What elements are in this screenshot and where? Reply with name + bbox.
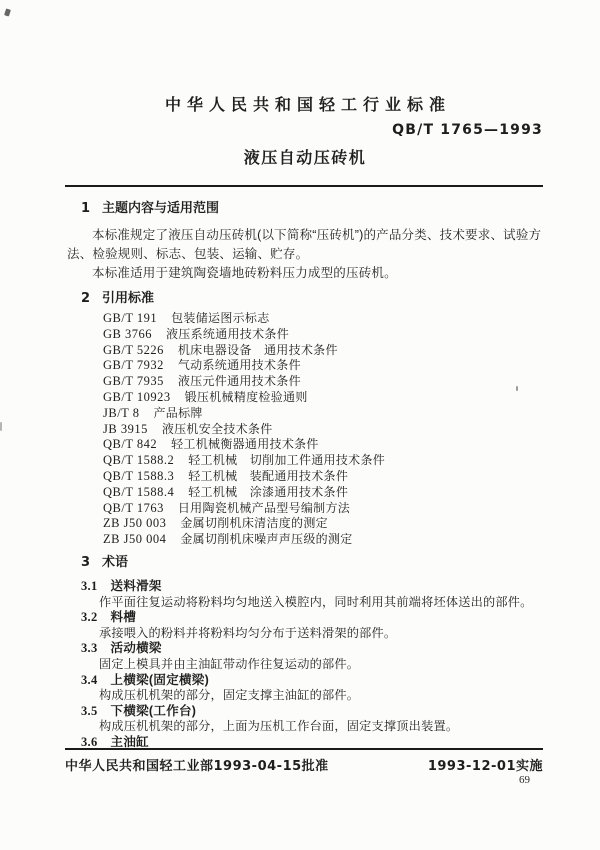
standard-ref-code: GB 3766	[103, 326, 152, 341]
standard-ref-title: 轻工机械 涂漆通用技术条件	[188, 484, 349, 499]
standard-reference	[103, 532, 543, 548]
referenced-standards-list	[67, 311, 543, 548]
term-heading	[67, 579, 543, 595]
page-footer	[65, 748, 543, 774]
standard-ref-title: 金属切削机床清洁度的测定	[180, 516, 328, 531]
standard-reference	[103, 422, 543, 438]
term-name: 上横梁(固定横梁)	[110, 672, 210, 687]
standard-ref-code: GB/T 7932	[103, 358, 164, 373]
standard-ref-code: GB/T 10923	[103, 389, 171, 404]
standard-ref-code: ZB J50 003	[103, 516, 167, 531]
scan-artifact	[4, 8, 11, 16]
terminology-list	[67, 579, 543, 751]
standard-ref-title: 日用陶瓷机械产品型号编制方法	[177, 500, 351, 515]
standard-ref-code: GB/T 7935	[103, 374, 164, 389]
standard-ref-code: QB/T 1588.2	[103, 453, 175, 468]
standard-reference	[103, 327, 543, 343]
standard-reference	[103, 453, 543, 469]
standard-ref-title: 液压元件通用技术条件	[177, 374, 301, 389]
standard-ref-title: 液压机安全技术条件	[161, 421, 273, 436]
term-number: 3.3	[81, 641, 98, 656]
standard-ref-title: 轻工机械 切削加工件通用技术条件	[188, 453, 386, 468]
term-heading	[67, 641, 543, 657]
standard-ref-code: GB/T 191	[103, 311, 158, 325]
term-definition: 固定上模具并由主油缸带动作往复运动的部件。	[99, 656, 360, 671]
standard-ref-code: QB/T 842	[103, 437, 158, 452]
standard-reference	[103, 501, 543, 517]
standard-reference	[103, 374, 543, 390]
standard-ref-code: QB/T 1588.4	[103, 484, 175, 499]
term-name: 活动横梁	[110, 641, 162, 656]
section-1-title: 主题内容与适用范围	[102, 200, 220, 215]
standard-ref-title: 产品标牌	[153, 405, 203, 420]
term-heading	[67, 610, 543, 626]
section-1-heading	[67, 200, 543, 217]
standard-reference	[103, 437, 543, 453]
document-title: 液压自动压砖机	[243, 150, 367, 167]
term-name: 料槽	[110, 610, 137, 625]
standard-reference	[103, 343, 543, 359]
section-3-title: 术语	[102, 553, 129, 569]
term-definition: 构成压机机架的部分，固定支撑主油缸的部件。	[99, 688, 360, 703]
term-definition: 构成压机机架的部分，上面为压机工作台面，固定支撑顶出装置。	[99, 719, 459, 734]
term-name: 主油缸	[110, 734, 149, 749]
standard-ref-code: QB/T 1588.3	[103, 468, 175, 483]
section-3-number: 3	[81, 554, 91, 570]
section-3-heading	[67, 554, 543, 571]
term-name: 送料滑架	[110, 578, 162, 593]
standard-reference	[103, 390, 543, 406]
standard-ref-title: 包装储运图示标志	[171, 311, 270, 325]
standard-reference	[103, 311, 543, 327]
term-name: 下横梁(工作台)	[110, 703, 197, 718]
standard-ref-code: JB/T 8	[103, 405, 140, 420]
standard-reference	[103, 485, 543, 501]
standard-ref-title: 气动系统通用技术条件	[177, 358, 301, 373]
term-definition: 作平面往复运动将粉料均匀地送入模腔内，同时利用其前端将坯体送出的部件。	[99, 594, 533, 609]
standard-ref-title: 机床电器设备 通用技术条件	[177, 342, 338, 357]
section-1-number: 1	[81, 201, 91, 216]
scan-artifact	[0, 422, 2, 431]
standard-ref-title: 金属切削机床噪声声压级的测定	[180, 532, 353, 547]
page-number: 69	[519, 774, 530, 786]
section-2-title: 引用标准	[102, 290, 155, 305]
standard-ref-title: 液压系统通用技术条件	[166, 326, 290, 341]
section-1-paragraph-2: 本标准适用于建筑陶瓷墙地砖粉料压力成型的压砖机。	[92, 266, 397, 280]
standard-ref-title: 轻工机械 装配通用技术条件	[188, 468, 349, 483]
standard-reference	[103, 358, 543, 374]
term-heading	[67, 673, 543, 689]
term-heading	[67, 704, 543, 720]
term-definition: 承接喂入的粉料并将粉料均匀分布于送料滑架的部件。	[99, 625, 397, 640]
term-number: 3.4	[81, 672, 98, 687]
standard-org-title: 中华人民共和国轻工行业标准	[164, 97, 451, 114]
section-2-heading	[67, 290, 543, 307]
scan-artifact	[516, 386, 518, 391]
standard-reference	[103, 516, 543, 532]
standard-reference	[103, 469, 543, 485]
standard-ref-code: ZB J50 004	[103, 532, 167, 547]
standard-code: QB/T 1765—1993	[392, 122, 543, 138]
term-number: 3.6	[81, 734, 98, 749]
standard-ref-code: QB/T 1763	[103, 500, 164, 515]
section-2-number: 2	[81, 291, 91, 306]
standard-ref-title: 轻工机械衡器通用技术条件	[171, 437, 319, 452]
section-1-paragraph-1: 本标准规定了液压自动压砖机(以下简称“压砖机”)的产品分类、技术要求、试验方法、检验规则、标志、包装、运输、贮存。	[67, 228, 542, 261]
header-divider	[65, 185, 543, 187]
standard-reference	[103, 406, 543, 422]
term-number: 3.2	[81, 610, 98, 625]
approval-notice: 中华人民共和国轻工业部1993-04-15批准	[65, 759, 329, 774]
standard-ref-title: 锻压机械精度检验通则	[184, 389, 308, 404]
standard-ref-code: GB/T 5226	[103, 342, 164, 357]
standard-ref-code: JB 3915	[103, 421, 148, 436]
term-number: 3.5	[81, 703, 98, 718]
implementation-date: 1993-12-01实施	[427, 759, 543, 774]
term-number: 3.1	[81, 578, 98, 593]
